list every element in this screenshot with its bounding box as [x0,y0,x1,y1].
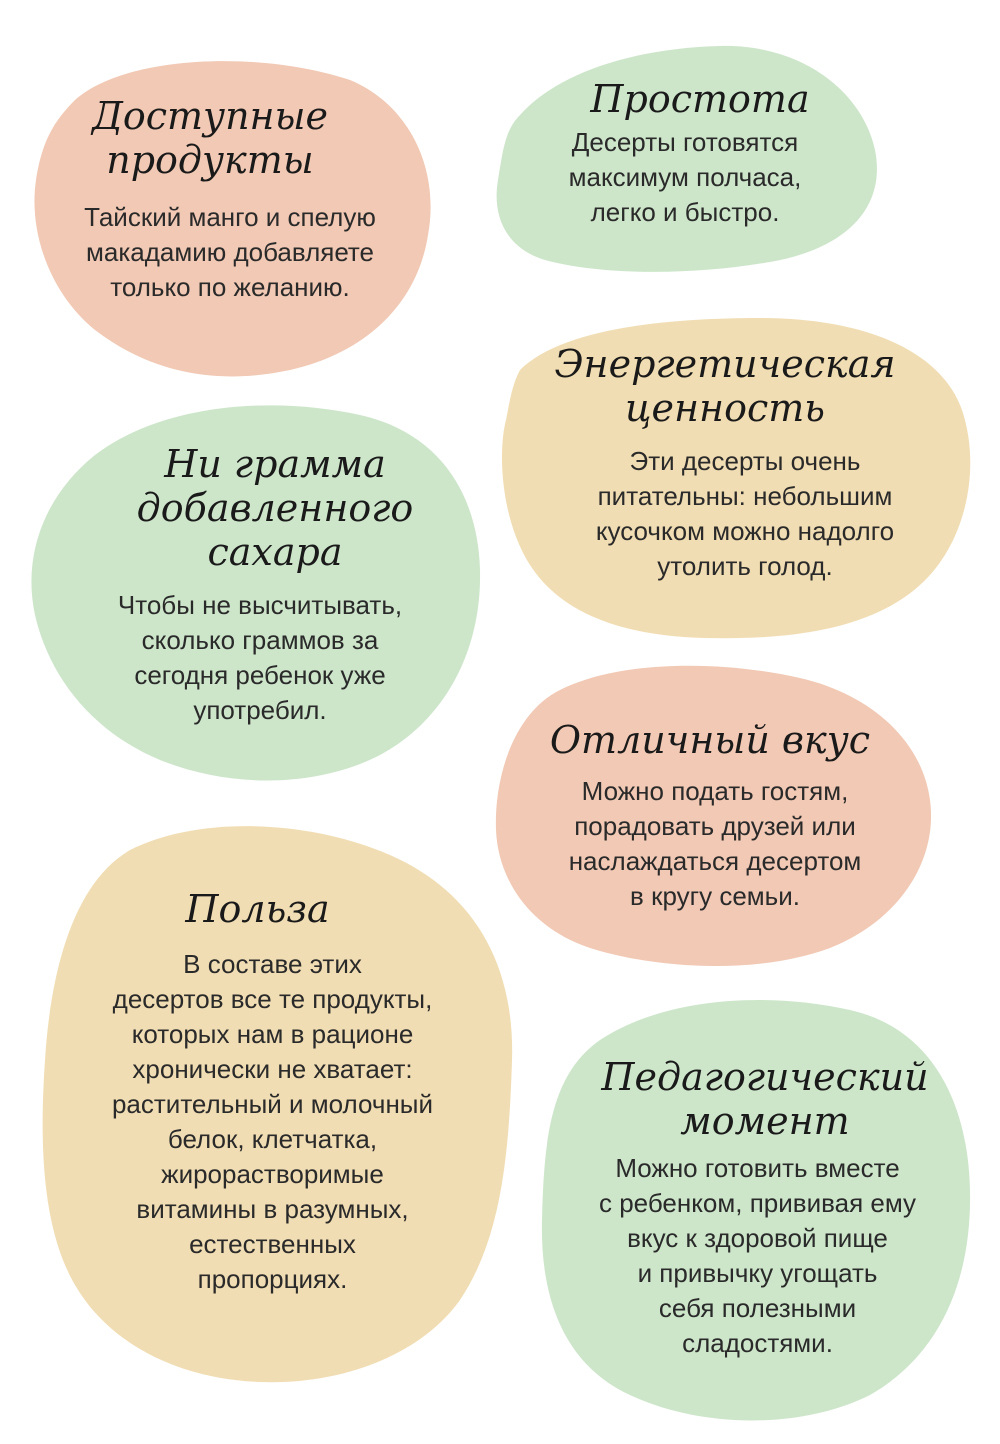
card-title: Ни грамма добавленного сахара [136,442,414,574]
card-title: Простота [590,77,810,121]
card-text: Чтобы не высчитывать, сколько граммов за сегодня ребенок уже употребил. [117,590,403,725]
card-no-sugar [70,442,450,728]
card-text: Можно подать гостям, порадовать друзей или наслаждаться десертом в кругу семьи. [568,776,862,911]
card-text: В составе этих десертов все те продукты, которых нам в рационе хронически не хватает: растительный и молочный белок, клетчатка, жирорастворимые витамины в разумных, естественных пропорциях. [111,949,434,1294]
card-benefit [80,887,465,1297]
card-title: Педагогический момент [601,1055,929,1143]
card-text: Десерты готовятся максимум полчаса, легко и быстро. [568,127,802,227]
card-title: Энергетическая ценность [554,342,896,430]
card-title: Доступные продукты [91,94,329,182]
card-simplicity [500,77,870,230]
card-title: Отличный вкус [549,718,871,762]
card-text: Эти десерты очень питательны: небольшим кусочком можно надолго утолить голод. [595,446,895,581]
card-title: Польза [185,887,330,931]
card-great-taste [525,718,905,914]
card-text: Можно готовить вместе с ребенком, прививая ему вкус к здоровой пище и привычку угощать себя полезными сладостями. [598,1153,917,1358]
card-text: Тайский манго и спелую макадамию добавляете только по желанию. [84,202,376,302]
card-energy-value [520,342,970,584]
card-accessible-products [40,94,420,305]
card-pedagogical-moment [560,1055,955,1361]
